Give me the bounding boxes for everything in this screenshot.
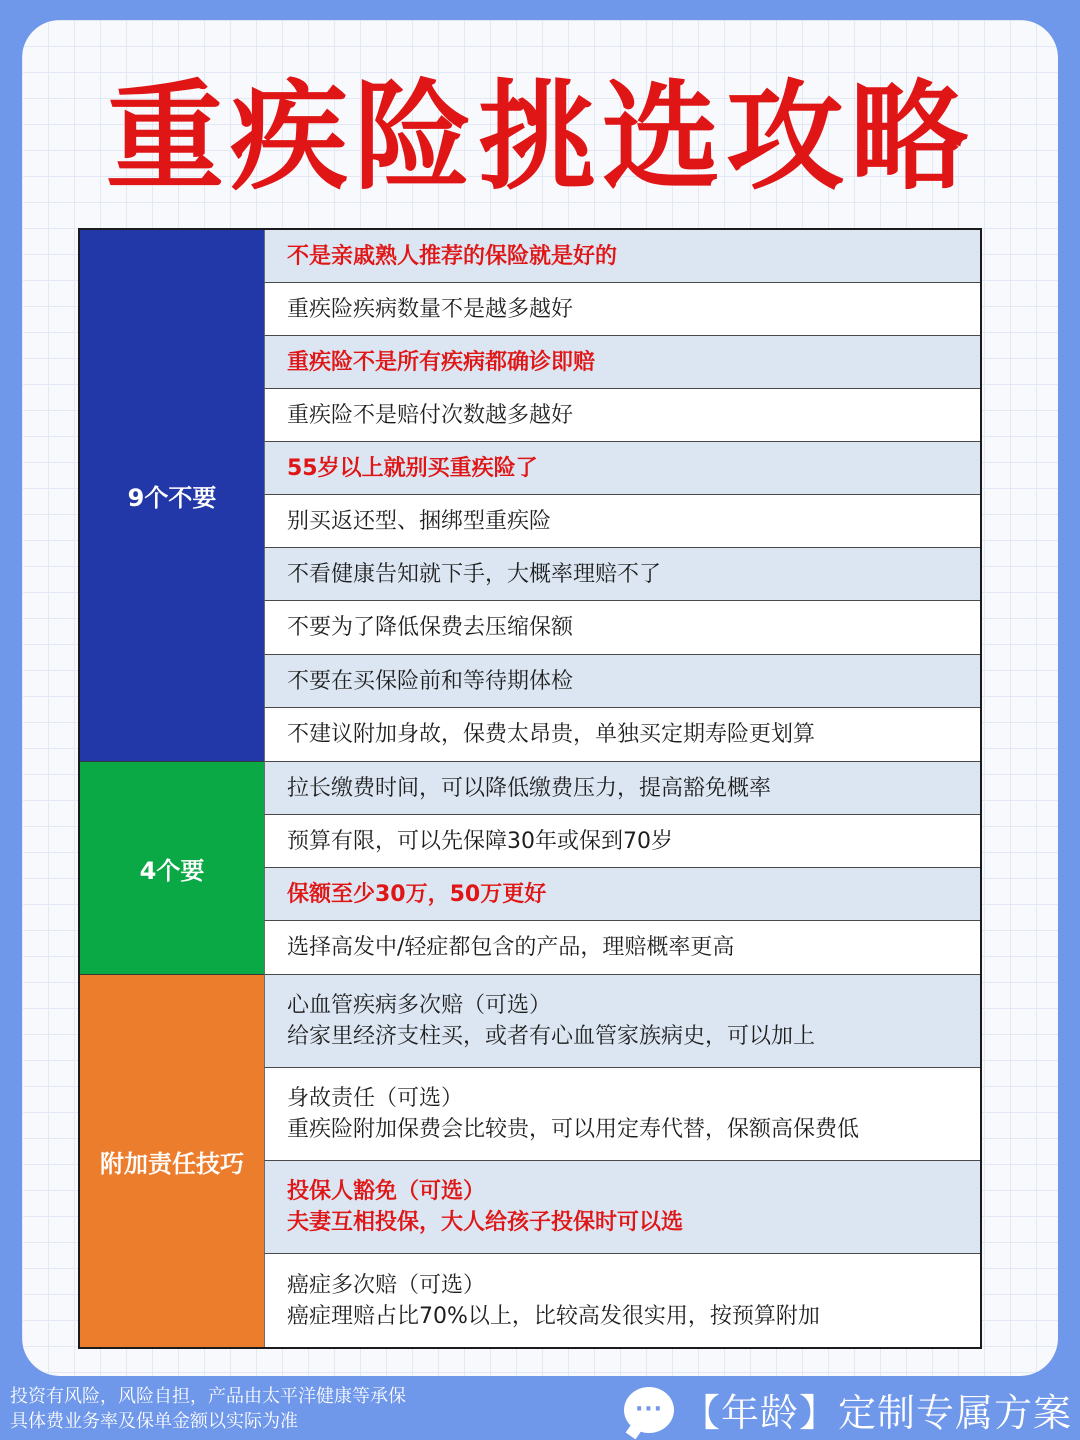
table-row (264, 1254, 980, 1347)
row-text: 拉长缴费时间，可以降低缴费压力，提高豁免概率 (287, 775, 772, 801)
table-row (264, 495, 980, 548)
table-row (264, 1161, 980, 1254)
table-row (264, 336, 980, 389)
table-row (264, 762, 980, 815)
row-text: 别买返还型、捆绑型重疾险 (287, 508, 552, 534)
chat-bubble-icon: ··· (624, 1387, 674, 1433)
group-label: 9个不要 (127, 484, 217, 512)
table-row (264, 815, 980, 868)
row-text: 不看健康告知就下手，大概率理赔不了 (287, 561, 662, 587)
table-row (264, 442, 980, 495)
row-text: 选择高发中/轻症都包含的产品，理赔概率更高 (287, 935, 735, 960)
row-heading: 癌症多次赔（可选） (287, 1272, 486, 1298)
table-row (264, 975, 980, 1068)
row-heading: 投保人豁免（可选） (287, 1179, 486, 1204)
table-row (264, 921, 980, 975)
group-cell-4-dos (80, 762, 264, 975)
group-label: 4个要 (139, 856, 205, 885)
row-heading: 心血管疾病多次赔（可选） (287, 993, 552, 1018)
row-detail: 给家里经济支柱买，或者有心血管家族病史，可以加上 (287, 1024, 816, 1049)
row-text: 保额至少30万，50万更好 (287, 881, 547, 907)
row-text: 重疾险不是赔付次数越多越好 (287, 402, 574, 428)
group-label: 附加责任技巧 (100, 1149, 244, 1178)
group-cell-rider-tips (80, 975, 264, 1347)
row-detail: 夫妻互相投保，大人给孩子投保时可以选 (287, 1210, 684, 1235)
row-text: 不要在买保险前和等待期体检 (287, 668, 574, 694)
cta-text[interactable]: 【年龄】定制专属方案 (681, 1391, 1072, 1435)
table-row (264, 283, 980, 336)
disclaimer-line: 具体费业务率及保单金额以实际为准 (10, 1411, 298, 1432)
row-text: 不要为了降低保费去压缩保额 (287, 615, 574, 640)
row-heading: 身故责任（可选） (287, 1086, 464, 1111)
table-row (264, 868, 980, 921)
row-text: 不建议附加身故，保费太昂贵，单独买定期寿险更划算 (287, 722, 816, 747)
table-row (264, 655, 980, 708)
table-row (264, 1068, 980, 1161)
row-text: 重疾险不是所有疾病都确诊即赔 (287, 349, 596, 375)
page-title: 重疾险挑选攻略 (105, 68, 974, 206)
table-row (264, 708, 980, 762)
disclaimer (10, 1384, 406, 1434)
row-text: 55岁以上就别买重疾险了 (287, 455, 538, 481)
table-row (264, 230, 980, 283)
row-text: 预算有限，可以先保障30年或保到70岁 (287, 828, 673, 854)
table-row (264, 601, 980, 655)
row-detail: 重疾险附加保费会比较贵，可以用定寿代替，保额高保费低 (287, 1117, 860, 1142)
disclaimer-line: 投资有风险，风险自担，产品由太平洋健康等承保 (10, 1386, 406, 1407)
row-text: 不是亲戚熟人推荐的保险就是好的 (287, 243, 618, 269)
cta-banner[interactable] (624, 1382, 1072, 1437)
table-row (264, 389, 980, 442)
table-row (264, 548, 980, 601)
row-detail: 癌症理赔占比70%以上，比较高发很实用，按预算附加 (287, 1303, 820, 1329)
row-text: 重疾险疾病数量不是越多越好 (287, 296, 574, 322)
tips-table (78, 228, 982, 1349)
group-cell-9-donts (80, 230, 264, 762)
